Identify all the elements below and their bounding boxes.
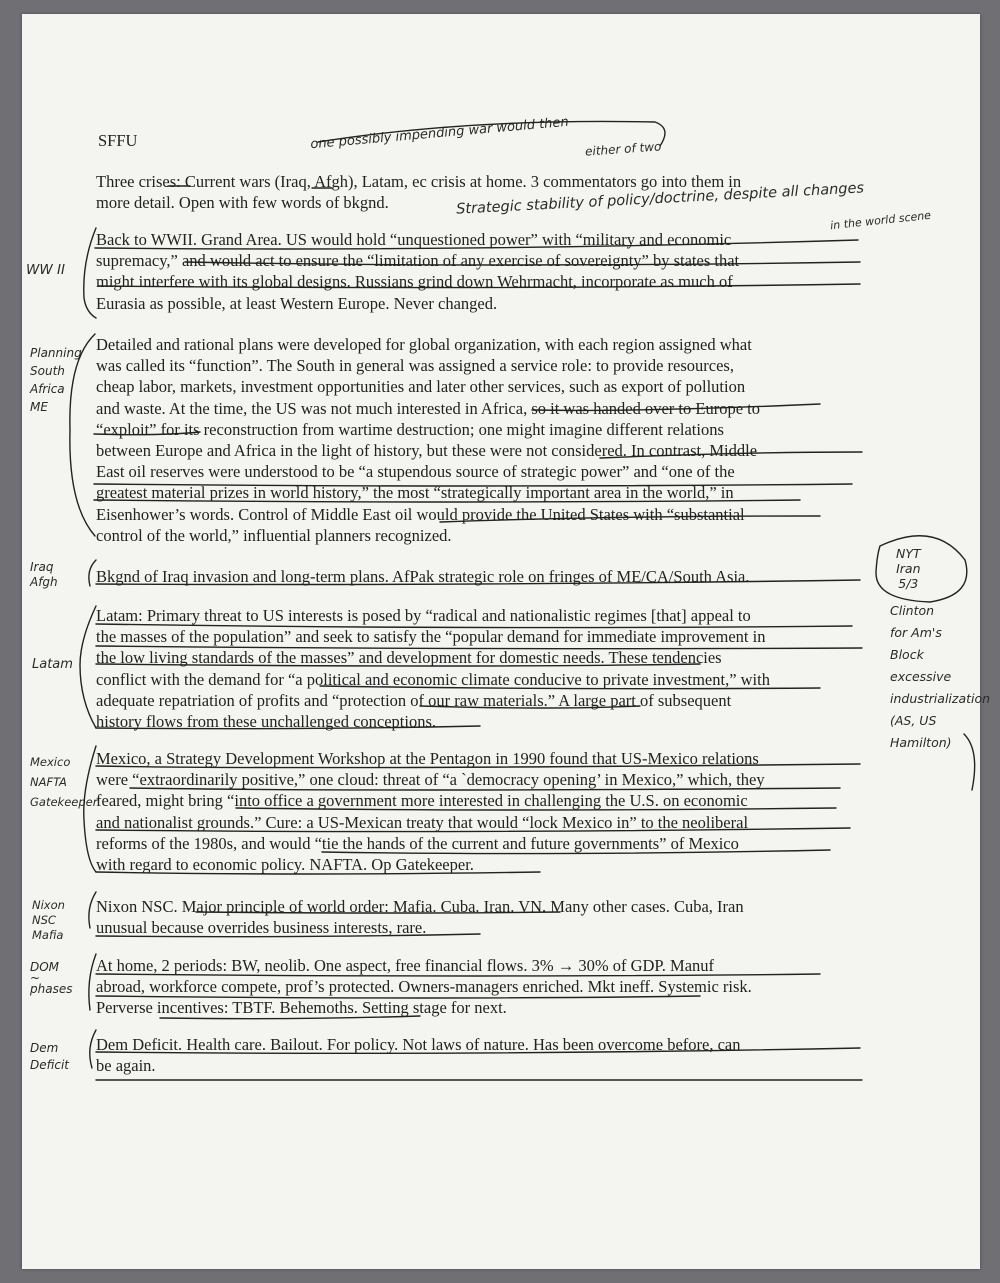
paragraph-line: Bkgnd of Iraq invasion and long-term plans. AfPak strategic role on fringes of ME/CA/South Asia. xyxy=(96,567,750,586)
paragraph-line: “exploit” for its reconstruction from wartime destruction; one might imagine different relations xyxy=(96,419,724,439)
paragraph-line: Eisenhower’s words. Control of Middle East oil would provide the United States with “substantial xyxy=(96,504,745,524)
paragraph-line: Perverse incentives: TBTF. Behemoths. Setting stage for next. xyxy=(96,998,507,1018)
margin-note-iraq: Iraq Afgh xyxy=(30,560,58,589)
paragraph-line: abroad, workforce compete, prof’s protected. Owners-managers enriched. Mkt ineff. Systemic risk. xyxy=(96,977,752,997)
paragraph-line: the low living standards of the masses” and development for domestic needs. These tendencies xyxy=(96,648,722,668)
paragraph-line: Back to WWII. Grand Area. US would hold “unquestioned power” with “military and economic xyxy=(96,230,732,249)
paragraph-line: Detailed and rational plans were developed for global organization, with each region assigned what xyxy=(96,335,752,354)
paragraph-line: with regard to economic policy. NAFTA. Op Gatekeeper. xyxy=(96,855,474,875)
paragraph-line: cheap labor, markets, investment opportunities and later other services, such as export of pollution xyxy=(96,377,746,397)
handwritten-clinton-note: Clinton for Am's Block excessive industrialization (AS, US Hamilton) xyxy=(890,603,991,750)
document-paragraph xyxy=(96,748,876,875)
paragraph-line: the masses of the population” and seek to satisfy the “popular demand for immediate improvement in xyxy=(96,627,766,647)
document-paragraph xyxy=(96,229,876,314)
paragraph-line: and nationalist grounds.” Cure: a US-Mexican treaty that would “lock Mexico in” to the neoliberal xyxy=(96,812,749,832)
margin-note-planning: Planning South Africa ME xyxy=(30,346,82,414)
document-title: SFFU xyxy=(98,131,138,150)
note-line: Strategic stability of policy/doctrine, despite all changes xyxy=(455,180,865,218)
document-paragraph xyxy=(96,955,876,1019)
paragraph-line: between Europe and Africa in the light of history, but these were not considered. In contrast, Middle xyxy=(96,441,758,461)
paragraph-line: Mexico, a Strategy Development Workshop at the Pentagon in 1990 found that US-Mexico relations xyxy=(96,749,759,768)
paragraph-line: Eurasia as possible, at least Western Europe. Never changed. xyxy=(96,293,498,313)
paragraph-line: more detail. Open with few words of bkgnd. xyxy=(96,193,389,213)
paragraph-line: be again. xyxy=(96,1056,156,1076)
paragraph-line: reforms of the 1980s, and would “tie the hands of the current and future governments” of Mexico xyxy=(96,833,739,853)
paragraph-line: unusual because overrides business interests, rare. xyxy=(96,918,427,938)
paragraph-line: history flows from these unchallenged conceptions. xyxy=(96,712,436,732)
paragraph-line: might interfere with its global designs. Russians grind down Wehrmacht, incorporate as much of xyxy=(96,272,733,292)
handwritten-nyt-note: NYT Iran 5/3 xyxy=(896,546,921,591)
paragraph-line: Dem Deficit. Health care. Bailout. For policy. Not laws of nature. Has been overcome before, can xyxy=(96,1035,741,1054)
margin-note-dom: DOM ~ phases xyxy=(30,960,73,996)
paragraph-line: Latam: Primary threat to US interests is posed by “radical and nationalistic regimes [that] appeal to xyxy=(96,606,751,625)
document-paragraph xyxy=(96,334,876,546)
margin-note-nixon: Nixon NSC Mafia xyxy=(32,898,65,942)
document-paragraph xyxy=(96,605,876,732)
margin-note-wwii: WW II xyxy=(26,262,65,278)
paragraph-line: feared, might bring “into office a government more interested in challenging the U.S. on economic xyxy=(96,791,748,811)
paragraph-line: greatest material prizes in world history,” the most “strategically important area in the world,” in xyxy=(96,483,734,503)
paragraph-line: At home, 2 periods: BW, neolib. One aspect, free financial flows. 3% → 30% of GDP. Manuf xyxy=(96,956,715,975)
note-line: in the world scene xyxy=(829,208,932,233)
note-line: one possibly impending war would then xyxy=(309,114,570,153)
document-paragraph xyxy=(96,896,876,938)
paragraph-line: East oil reserves were understood to be “a stupendous source of strategic power” and “one of the xyxy=(96,462,735,482)
paragraph-line: were “extraordinarily positive,” one cloud: threat of “a `democracy opening’ in Mexico,” which, they xyxy=(96,770,765,790)
document-paragraph xyxy=(96,1034,876,1076)
margin-note-dem: Dem Deficit xyxy=(30,1041,70,1072)
paragraph-line: Three crises: Current wars (Iraq, Afgh), Latam, ec crisis at home. 3 commentators go into them in xyxy=(96,172,742,191)
paragraph-line: adequate repatriation of profits and “protection of our raw materials.” A large part of subsequent xyxy=(96,690,732,710)
paragraph-line: supremacy,” and would act to ensure the “limitation of any exercise of sovereignty” by states that xyxy=(96,251,740,271)
margin-note-latam: Latam xyxy=(32,657,73,672)
paragraph-line: Nixon NSC. Major principle of world order: Mafia. Cuba. Iran. VN. Many other cases. Cuba, Iran xyxy=(96,897,744,916)
paragraph-line: was called its “function”. The South in general was assigned a service role: to provide resources, xyxy=(96,356,734,376)
document-paragraph xyxy=(96,566,876,587)
paragraph-line: control of the world,” influential planners recognized. xyxy=(96,525,452,545)
paragraph-line: conflict with the demand for “a political and economic climate conducive to private investment,” with xyxy=(96,669,770,689)
margin-note-mexico: Mexico NAFTA Gatekeeper xyxy=(30,755,98,809)
note-line: either of two xyxy=(584,139,662,159)
paragraph-line: and waste. At the time, the US was not much interested in Africa, so it was handed over to Europe to xyxy=(96,398,760,418)
